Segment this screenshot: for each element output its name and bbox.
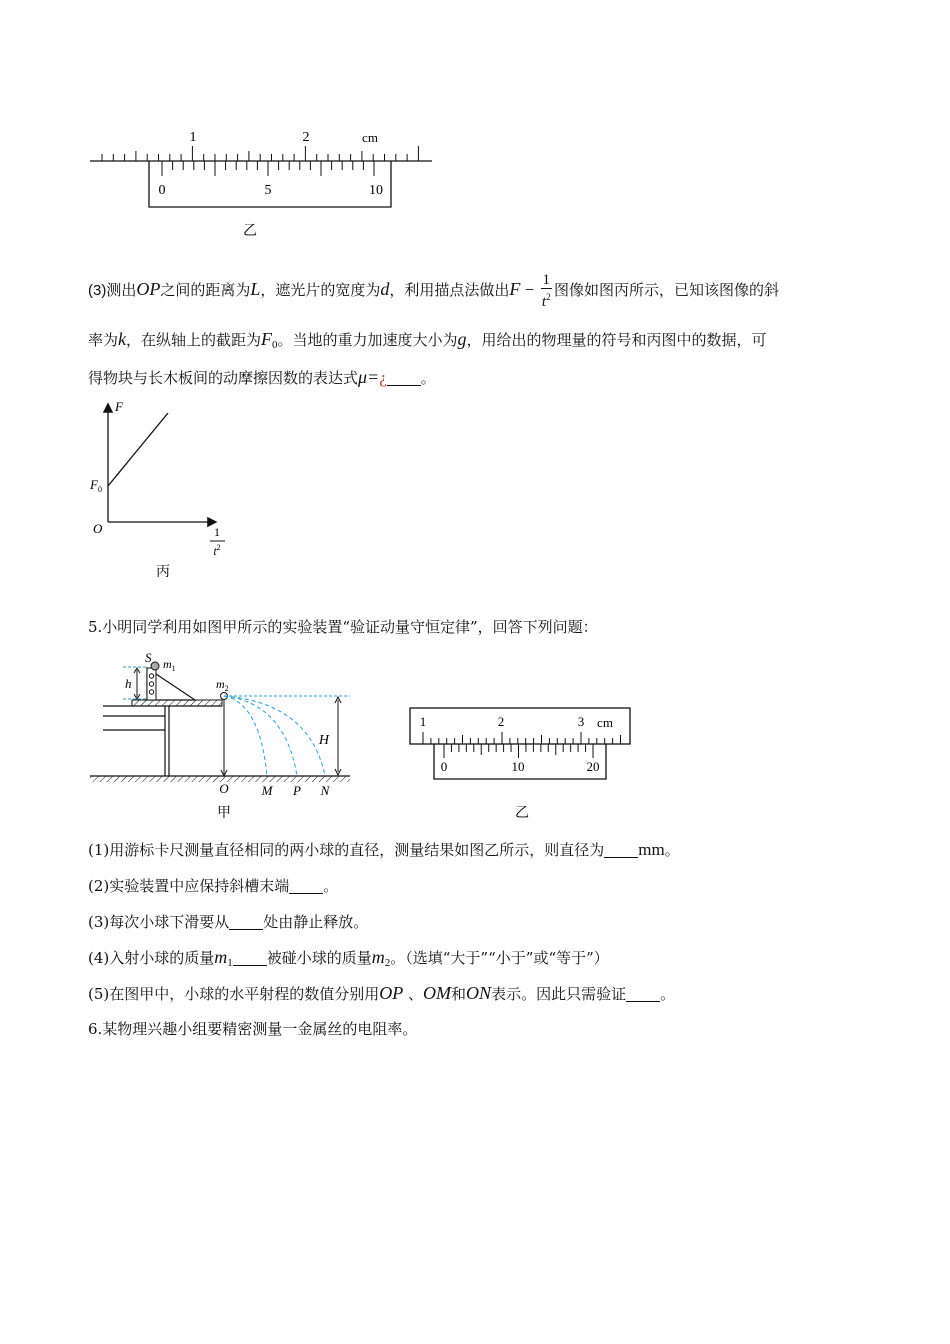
vernier-label-0: 0 [158,183,166,198]
q3-text: 图像如图丙所示，已知该图像的斜 [554,281,780,299]
answer-blank[interactable] [289,877,323,894]
main-label-1: 1 [419,714,427,729]
q5-part-4 [88,946,609,974]
and-text: 和 [451,985,467,1003]
label-m2: $m_2$ [216,677,229,693]
q5-text: 。 [660,985,676,1003]
answer-blank[interactable] [233,949,267,966]
answer-blank[interactable] [229,913,263,930]
q5-text: (2)实验装置中应保持斜槽末端 [88,877,290,895]
q3-line-2 [88,328,767,356]
separator: 、 [403,985,424,1003]
q5-stem: 5.小明同学利用如图甲所示的实验装置“验证动量守恒定律”，回答下列问题： [88,618,598,636]
symbol-m2 [372,947,391,967]
q5-text: 处由静止释放。 [263,913,369,931]
vernier-caliper-figure-bottom [405,702,640,824]
q5-text: (3)每次小球下滑要从 [88,913,230,931]
origin-label: O [93,521,103,536]
vernier-label-0: 0 [440,759,448,774]
symbol-k: k [118,329,127,349]
vernier-label-5: 5 [264,183,272,198]
q5-text: 表示。因此只需验证 [491,985,627,1003]
q5-text: (1)用游标卡尺测量直径相同的两小球的直径，测量结果如图乙所示，则直径为 [88,841,605,859]
q5-text: (5)在图甲中，小球的水平射程的数值分别用 [88,985,380,1003]
symbol-ON: ON [466,983,492,1003]
symbol-F0-sub: 0 [272,339,278,351]
figure-caption: 乙 [243,224,257,239]
q3-text: 。 [420,369,436,387]
q3-text: ，用给出的物理量的符号和丙图中的数据，可 [466,331,767,349]
trajectory-N [224,696,325,776]
q5-text: 。 [664,841,680,859]
table-top [132,700,222,706]
q5-text: (4)入射小球的质量 [88,949,215,967]
q5-part-5 [88,982,675,1005]
main-label-2: 2 [497,714,505,729]
intercept-label: $F_0$ [90,477,102,494]
main-scale [90,146,432,161]
main-label-1: 1 [189,130,197,145]
label-H: H [318,733,329,748]
symbol-g: g [457,329,467,349]
vernier-label-10: 10 [511,759,525,774]
q3-text: 。当地的重力加速度大小为 [277,331,458,349]
q5-text: 。 [323,877,339,895]
symbol-OP: OP [136,279,161,299]
vernier-label-20: 20 [586,759,600,774]
vernier-caliper-figure-top [80,120,440,245]
graph-line [108,413,168,486]
fraction-denominator: t [541,294,547,310]
symbol-m2-sub: 2 [384,957,391,969]
q3-text: 得物块与长木板间的动摩擦因数的表达式 [88,369,359,387]
q3-text: ，遮光片的宽度为 [260,281,381,299]
symbol-OM: OM [423,983,452,1003]
ball-m1 [151,662,159,670]
figure-caption: 丙 [156,565,170,580]
trajectory-M [224,696,267,776]
symbol-m2-base: m [371,947,385,967]
label-S: S [145,650,152,665]
answer-blank[interactable] [626,985,660,1002]
fraction-exponent: 2 [546,292,551,302]
symbol-m1-base: m [214,947,228,967]
q3-text: (3)测出 [88,282,137,299]
main-label-3: 3 [577,714,585,729]
fraction-1-over-t2 [541,272,553,310]
symbol-m1 [214,947,233,967]
label-M: M [261,783,273,798]
label-O: O [219,781,229,796]
label-h: h [125,676,132,691]
fraction-numerator: 1 [542,272,550,288]
unit-label: cm [362,130,378,145]
x-axis-numerator: 1 [214,525,220,539]
figure-caption: 甲 [217,806,231,821]
label-P: P [293,783,301,798]
q3-text: ，在纵轴上的截距为 [126,331,262,349]
y-axis-label: F [115,399,123,414]
q3-text: 率为 [88,331,119,349]
q3-text: ，利用描点法做出 [389,281,510,299]
vernier-label-10: 10 [369,183,383,198]
symbol-F0 [261,329,278,349]
answer-blank[interactable] [604,841,638,858]
unit-mm: mm [638,840,665,859]
label-N: N [320,783,330,798]
symbol-F: F [509,279,521,299]
mu-char: ¿ [379,368,387,387]
symbol-m1-sub: 1 [227,957,233,969]
x-axis-denominator: $t^2$ [213,543,221,558]
unit-label: cm [597,715,613,730]
q5-part-2 [88,875,338,897]
q5-text: 。（选填“大于”“小于”或“等于”） [390,949,609,967]
collision-apparatus-figure [85,648,365,824]
symbol-d: d [380,279,390,299]
f-vs-inverse-t2-graph [85,395,245,585]
chute-post [147,668,156,700]
symbol-L: L [250,279,261,299]
symbol-mu: μ= [358,367,380,387]
q3-line-3 [88,366,436,389]
label-m1: $m_1$ [163,657,176,673]
main-label-2: 2 [302,130,310,145]
answer-blank[interactable] [387,369,421,386]
q5-text: 被碰小球的质量 [266,949,372,967]
q5-part-1 [88,839,680,861]
symbol-F0-base: F [261,329,273,349]
minus-sign: − [520,280,539,299]
q3-line-1 [88,272,779,310]
figure-caption: 乙 [515,806,529,821]
q5-part-3 [88,911,368,933]
trajectory-P [224,696,297,776]
q3-text: 之间的距离为 [160,281,251,299]
symbol-OP: OP [379,983,404,1003]
q6-stem: 6.某物理兴趣小组要精密测量一金属丝的电阻率。 [88,1020,418,1038]
